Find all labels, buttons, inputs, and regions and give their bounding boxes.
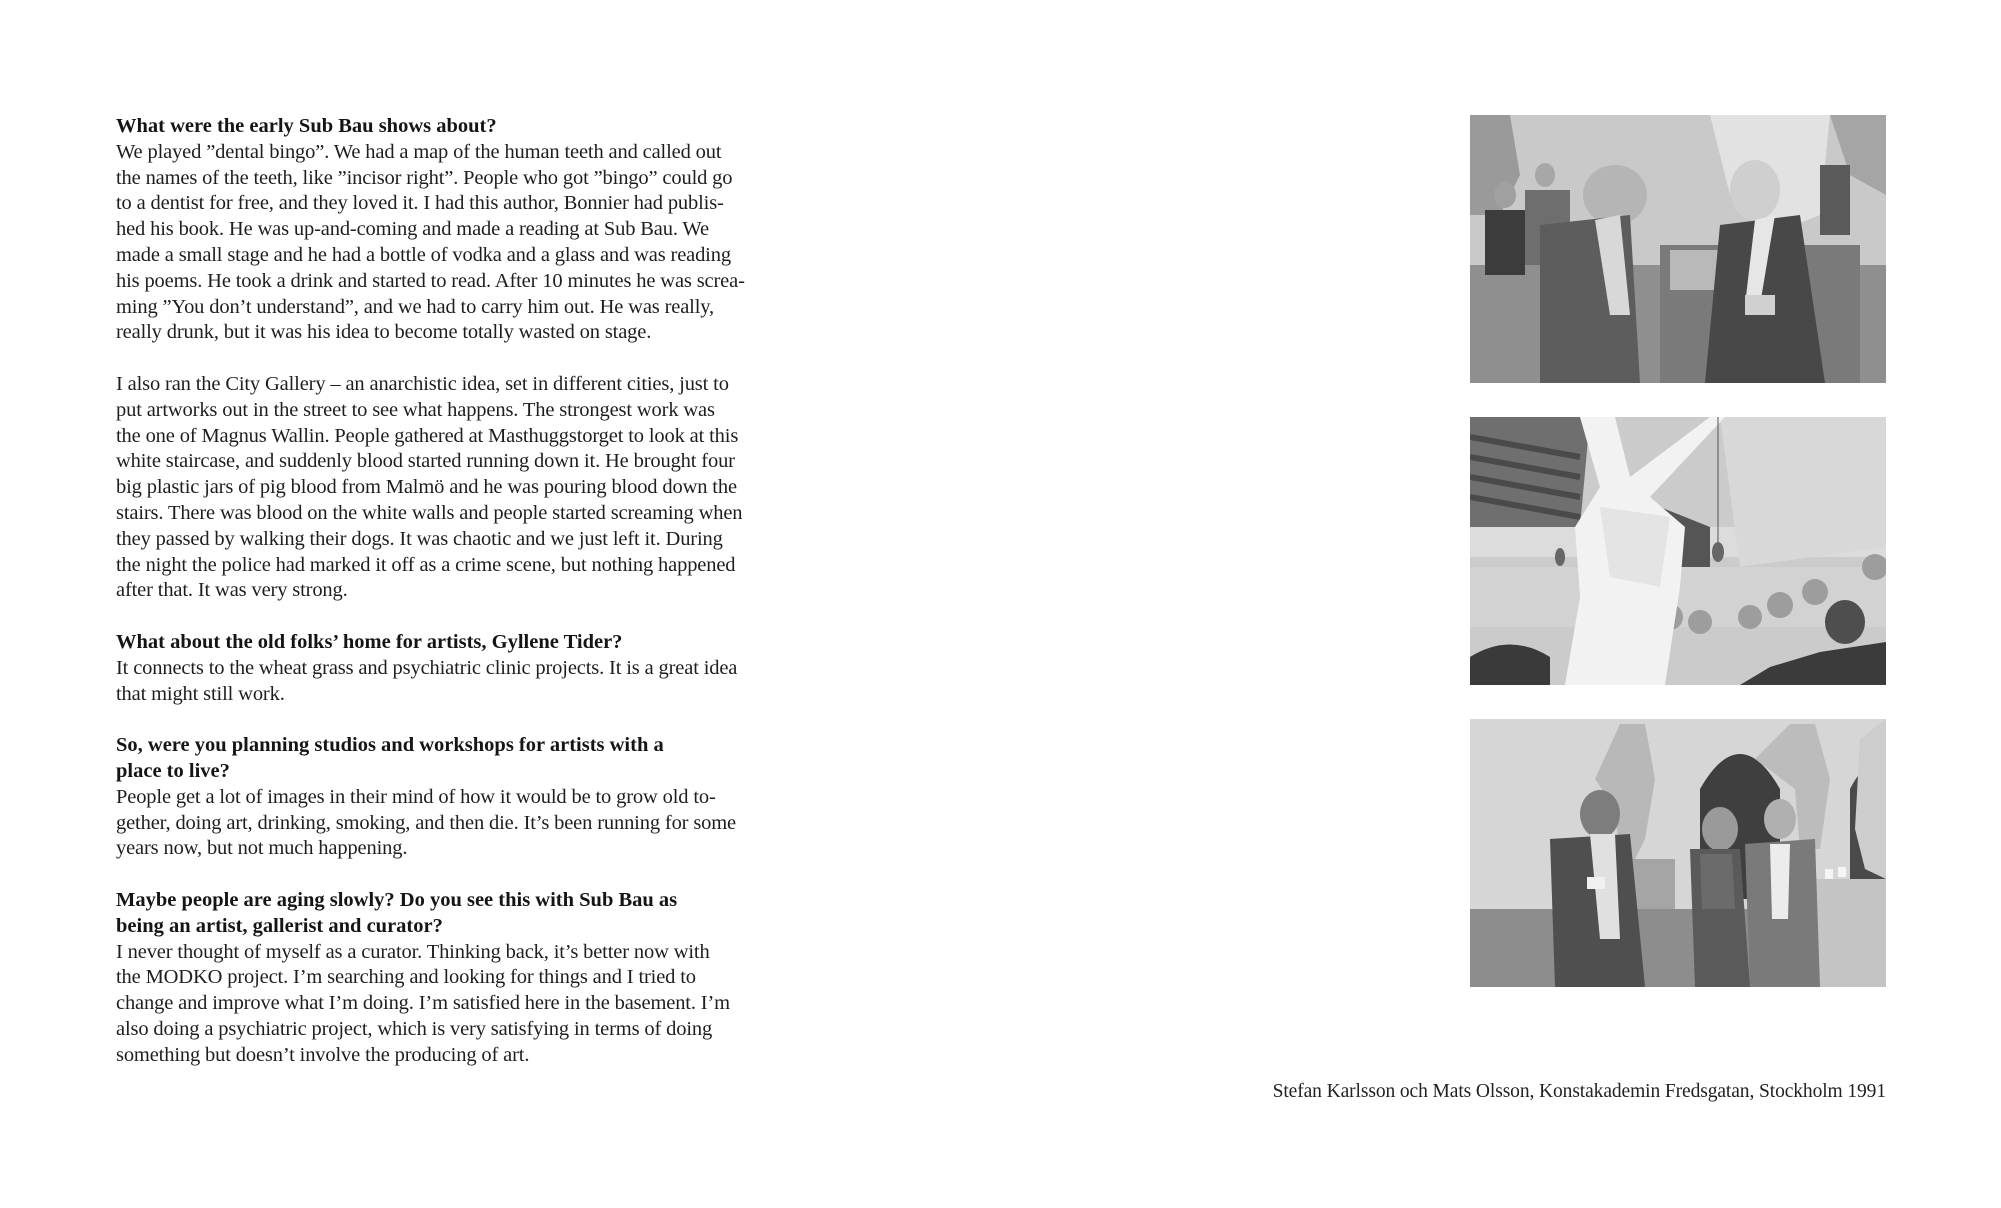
answer-line: white staircase, and suddenly blood started running down it. He brought four bbox=[116, 450, 735, 473]
answer-line: It connects to the wheat grass and psychiatric clinic projects. It is a great idea bbox=[116, 656, 738, 679]
question-heading: Maybe people are aging slowly? Do you see this with Sub Bau as bbox=[116, 888, 678, 911]
photo-image bbox=[1470, 115, 1886, 383]
interview-text-column bbox=[116, 114, 806, 1068]
answer-line: stairs. There was blood on the white walls and people started screaming when bbox=[116, 501, 743, 524]
answer-line: big plastic jars of pig blood from Malmö and he was pouring blood down the bbox=[116, 476, 737, 499]
answer-line: hed his book. He was up-and-coming and made a reading at Sub Bau. We bbox=[116, 218, 709, 241]
answer-line: to a dentist for free, and they loved it. I had this author, Bonnier had publis- bbox=[116, 192, 724, 215]
answer-line: ming ”You don’t understand”, and we had to carry him out. He was really, bbox=[116, 295, 714, 318]
answer-line: they passed by walking their dogs. It was chaotic and we just left it. During bbox=[116, 527, 723, 550]
answer-line: that might still work. bbox=[116, 682, 285, 705]
answer-line: his poems. He took a drink and started to read. After 10 minutes he was screa- bbox=[116, 269, 745, 292]
interview-section-4 bbox=[116, 733, 806, 862]
answer-line: years now, but not much happening. bbox=[116, 837, 408, 860]
answer-line: the names of the teeth, like ”incisor right”. People who got ”bingo” could go bbox=[116, 166, 733, 189]
question-heading: being an artist, gallerist and curator? bbox=[116, 914, 443, 937]
answer-line: change and improve what I’m doing. I’m satisfied here in the basement. I’m bbox=[116, 992, 730, 1015]
answer-line: really drunk, but it was his idea to become totally wasted on stage. bbox=[116, 321, 652, 344]
interview-section-5 bbox=[116, 888, 806, 1069]
photo-three-men-statues bbox=[1470, 719, 1886, 987]
question-heading: What were the early Sub Bau shows about? bbox=[116, 115, 497, 137]
photo-caption: Stefan Karlsson och Mats Olsson, Konstakademin Fredsgatan, Stockholm 1991 bbox=[1272, 1081, 1886, 1102]
answer-line: gether, doing art, drinking, smoking, and then die. It’s been running for some bbox=[116, 811, 737, 834]
photo-two-men-in-suits bbox=[1470, 115, 1886, 383]
answer-line: the one of Magnus Wallin. People gathered at Masthuggstorget to look at this bbox=[116, 424, 739, 447]
answer-line: after that. It was very strong. bbox=[116, 579, 348, 602]
photo-image bbox=[1470, 719, 1886, 987]
answer-line: I also ran the City Gallery – an anarchistic idea, set in different cities, just to bbox=[116, 372, 729, 395]
question-heading: So, were you planning studios and workshops for artists with a bbox=[116, 734, 664, 757]
answer-line: We played ”dental bingo”. We had a map of the human teeth and called out bbox=[116, 140, 722, 163]
answer-line: also doing a psychiatric project, which is very satisfying in terms of doing bbox=[116, 1017, 713, 1040]
answer-line: made a small stage and he had a bottle of vodka and a glass and was reading bbox=[116, 243, 731, 266]
photo-image bbox=[1470, 417, 1886, 685]
photo-hanging-sculpture bbox=[1470, 417, 1886, 685]
question-heading: What about the old folks’ home for artists, Gyllene Tider? bbox=[116, 630, 623, 653]
answer-line: People get a lot of images in their mind of how it would be to grow old to- bbox=[116, 785, 716, 808]
answer-line: something but doesn’t involve the producing of art. bbox=[116, 1043, 530, 1066]
answer-line: put artworks out in the street to see what happens. The strongest work was bbox=[116, 398, 715, 421]
answer-line: the night the police had marked it off as a crime scene, but nothing happened bbox=[116, 553, 736, 576]
interview-section-3 bbox=[116, 630, 806, 707]
interview-section-1 bbox=[116, 114, 806, 346]
interview-section-2 bbox=[116, 372, 806, 604]
answer-line: the MODKO project. I’m searching and looking for things and I tried to bbox=[116, 966, 696, 989]
question-heading: place to live? bbox=[116, 759, 230, 782]
answer-line: I never thought of myself as a curator. Thinking back, it’s better now with bbox=[116, 940, 710, 963]
